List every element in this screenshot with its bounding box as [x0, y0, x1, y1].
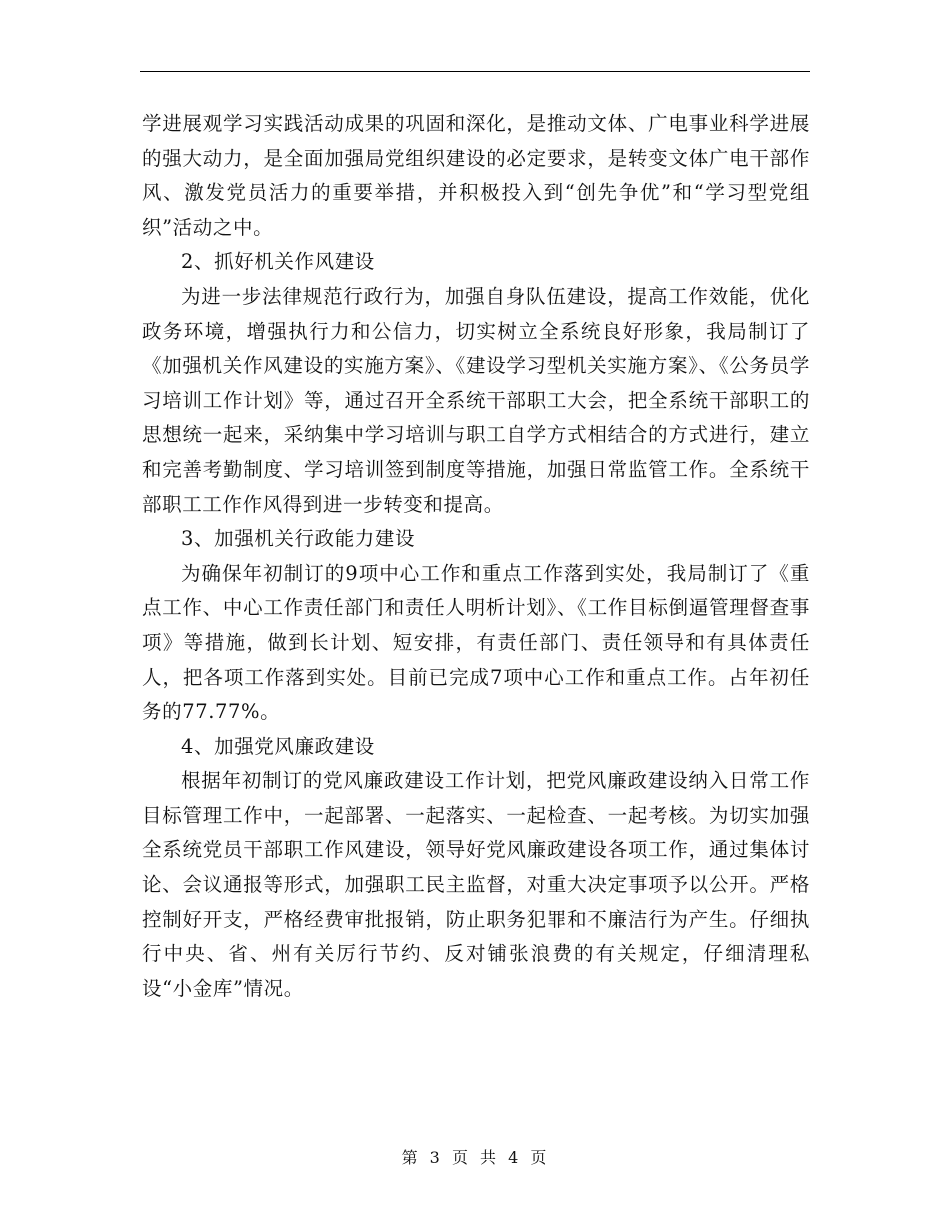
paragraph-continuation: 学进展观学习实践活动成果的巩固和深化，是推动文体、广电事业科学进展的强大动力，是全面加强局党组织建设的必定要求，是转变文体广电干部作风、激发党员活力的重要举措，并积极投入到“创先争优”和“学习型党组织”活动之中。 — [142, 112, 810, 239]
page-number-footer: 第 3 页 共 4 页 — [401, 1148, 549, 1167]
section-heading-4: 4、加强党风廉政建设 — [181, 734, 375, 758]
paragraph-anti-corruption: 根据年初制订的党风廉政建设工作计划，把党风廉政建设纳入日常工作目标管理工作中，一起部署、一起落实、一起检查、一起考核。为切实加强全系统党员干部职工作风建设，领导好党风廉政建设各项工作，通过集体讨论、会议通报等形式，加强职工民主监督，对重大决定事项予以公开。严格控制好开支，严格经费审批报销，防止职务犯罪和不廉洁行为产生。仔细执行中央、省、州有关厉行节约、反对铺张浪费的有关规定，仔细清理私设“小金库”情况。 — [142, 769, 810, 1000]
paragraph-work-style: 为进一步法律规范行政行为，加强自身队伍建设，提高工作效能，优化政务环境，增强执行力和公信力，切实树立全系统良好形象，我局制订了《加强机关作风建设的实施方案》、《建设学习型机关实施方案》、《公务员学习培训工作计划》等，通过召开全系统干部职工大会，把全系统干部职工的思想统一起来，采纳集中学习培训与职工自学方式相结合的方式进行，建立和完善考勤制度、学习培训签到制度等措施，加强日常监管工作。全系统干部职工工作作风得到进一步转变和提高。 — [142, 284, 810, 516]
section-heading-3: 3、加强机关行政能力建设 — [181, 527, 416, 551]
section-heading-2: 2、抓好机关作风建设 — [181, 250, 375, 274]
header-rule — [140, 71, 810, 72]
paragraph-admin-capacity: 为确保年初制订的9项中心工作和重点工作落到实处，我局制订了《重点工作、中心工作责任部门和责任人明析计划》、《工作目标倒逼管理督查事项》等措施，做到长计划、短安排，有责任部门、责任领导和有具体责任人，把各项工作落到实处。目前已完成7项中心工作和重点工作。占年初任务的77.77%。 — [142, 561, 810, 724]
document-body — [142, 107, 810, 1006]
